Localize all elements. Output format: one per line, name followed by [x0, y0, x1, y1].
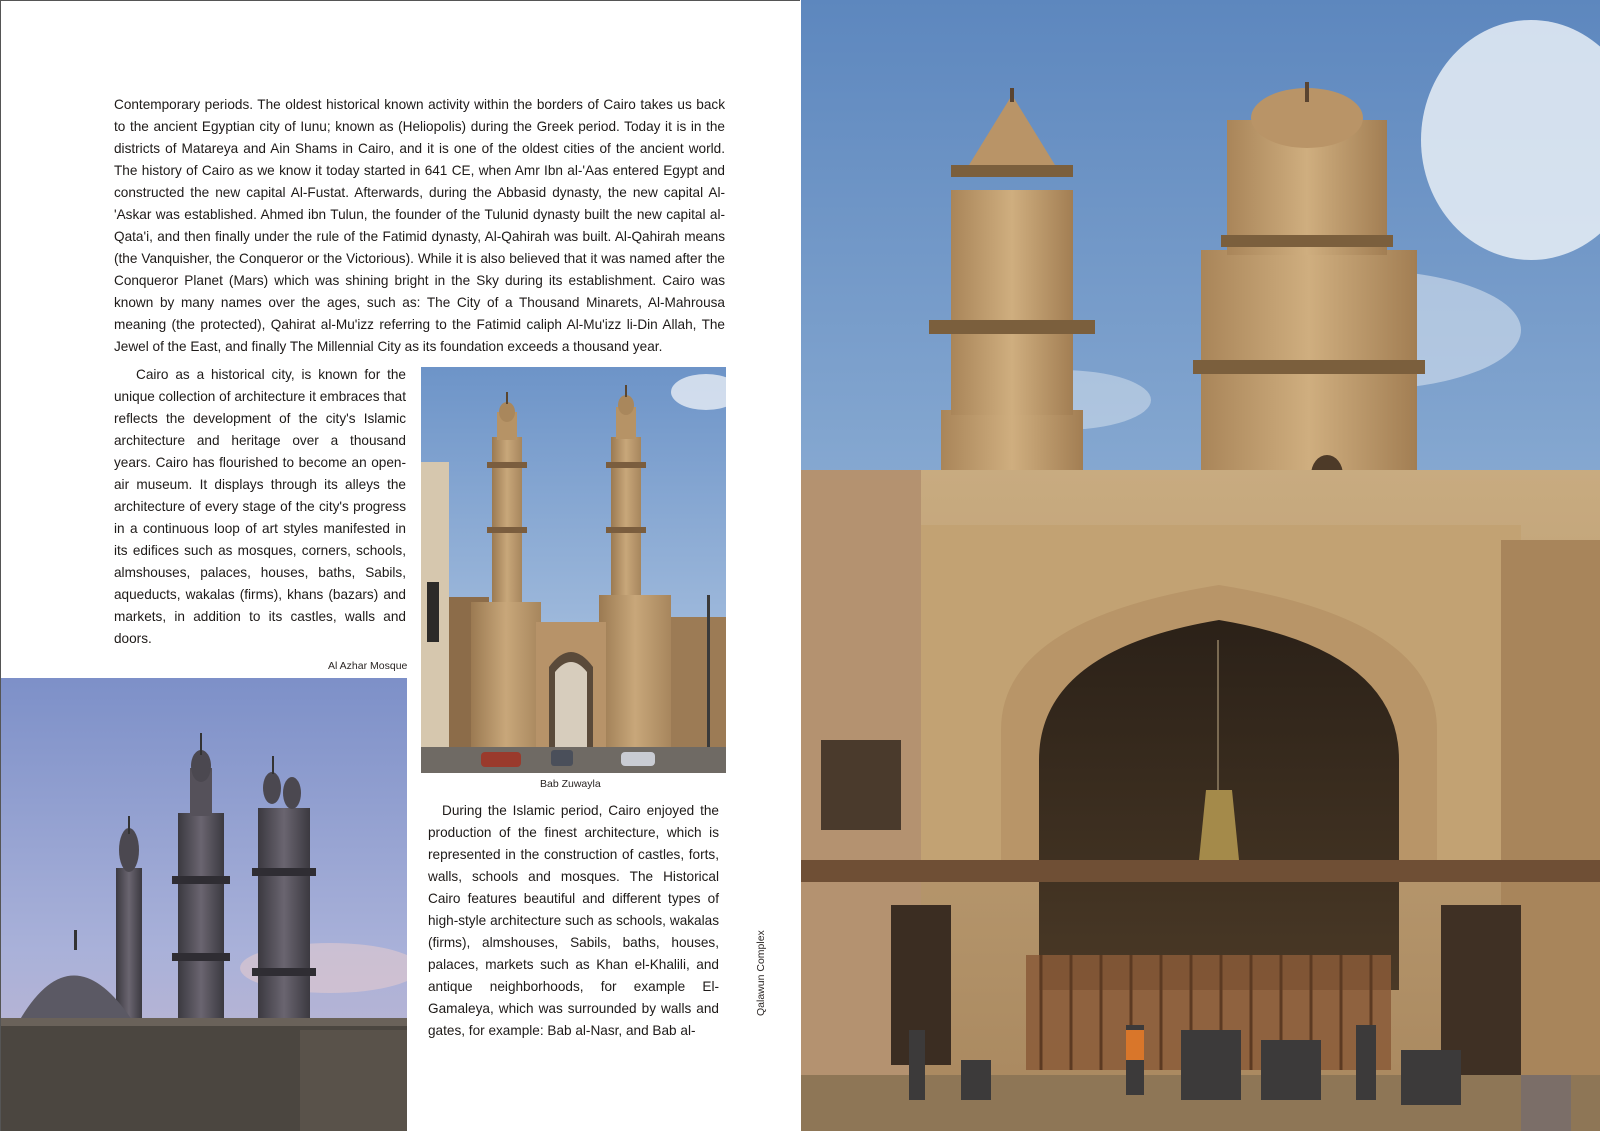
- caption-qalawun: Qalawun Complex: [755, 930, 767, 1016]
- caption-bab-zuwayla: Bab Zuwayla: [540, 778, 601, 790]
- caption-al-azhar: Al Azhar Mosque: [328, 660, 408, 672]
- body-paragraph-architecture: Cairo as a historical city, is known for the unique collection of architecture it embraces that reflects the development of the city's Islamic architecture and heritage over a thousand years. Cairo has flourished to become an open-air museum. It displays through its alleys the architecture of every stage of the city's progress in a continuous loop of art styles manifested in its edifices such as mosques, corners, schools, almshouses, palaces, houses, baths, Sabils, aqueducts, wakalas (firms), khans (bazars) and markets, in addition to its castles, walls and doors.: [114, 367, 406, 646]
- bab-zuwayla-photo: [421, 367, 726, 773]
- intro-paragraph: Contemporary periods. The oldest historical known activity within the borders of Cairo takes us back to the ancient Egyptian city of Iunu; known as (Heliopolis) during the Greek period. Today it is in the districts of Matareya and Ain Shams in Cairo, and it is one of the oldest cities of the ancient world. The history of Cairo as we know it today started in 641 CE, when Amr Ibn al-'Aas entered Egypt and constructed the new capital Al-Fustat. Afterwards, during the Abbasid dynasty, the new capital Al-'Askar was established. Ahmed ibn Tulun, the founder of the Tulunid dynasty built the new capital al-Qata'i, and then finally under the rule of the Fatimid dynasty, Al-Qahirah was built. Al-Qahirah means (the Vanquisher, the Conqueror or the Victorious). While it is also believed that it was named after the Conqueror Planet (Mars) which was shining bright in the Sky during its establishment. Cairo was known by many names over the ages, such as: The City of a Thousand Minarets, Al-Mahrousa meaning (the protected), Qahirat al-Mu'izz referring to the Fatimid caliph Al-Mu'izz li-Din Allah, The Jewel of the East, and finally The Millennial City as its foundation exceeds a thousand year.: [114, 97, 725, 354]
- body-paragraph-islamic-period: During the Islamic period, Cairo enjoyed the production of the finest architecture, which is represented in the construction of castles, forts, walls, schools and mosques. The Historical Cairo features beautiful and different types of high-style architecture such as schools, wakalas (firms), almshouses, Sabils, baths, houses, palaces, markets such as Khan el-Khalili, and antique neighborhoods, for example El-Gamaleya, which was surrounded by walls and gates, for example: Bab al-Nasr, and Bab al-: [428, 803, 719, 1038]
- al-azhar-mosque-photo: [0, 678, 407, 1131]
- qalawun-complex-photo: [801, 0, 1600, 1131]
